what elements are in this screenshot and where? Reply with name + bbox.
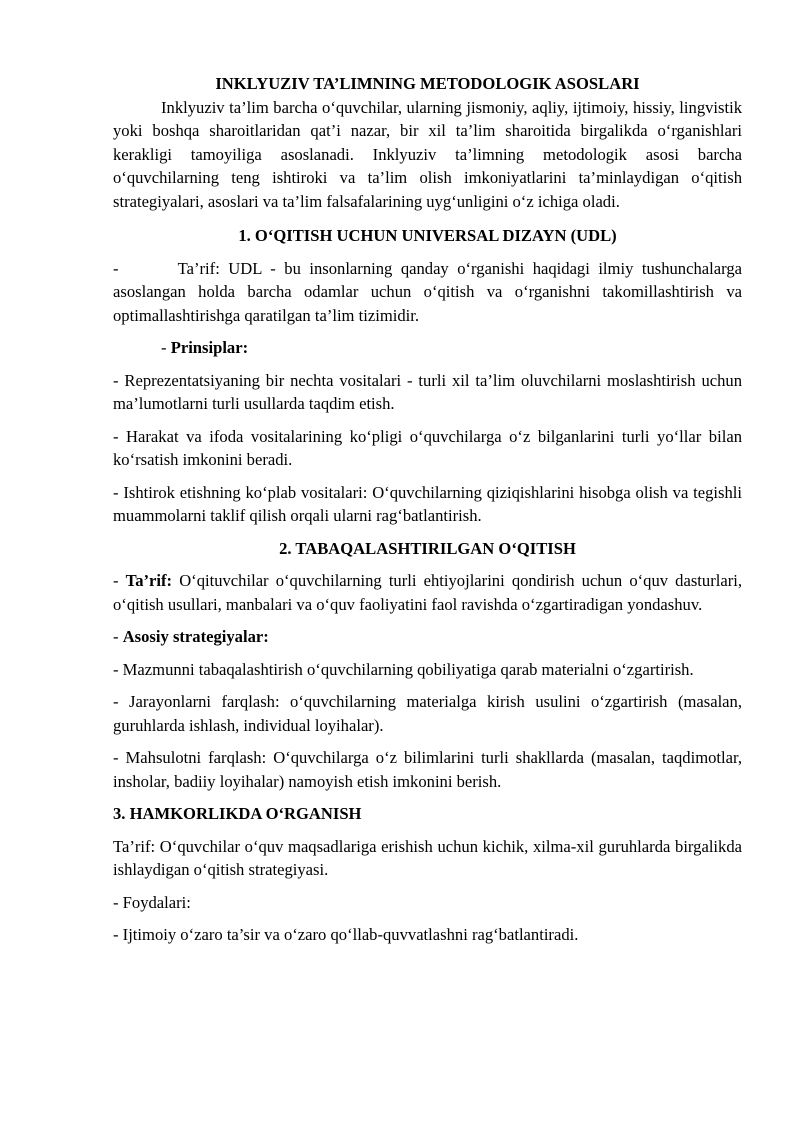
strategies-prefix: -	[113, 627, 123, 646]
section2-definition	[113, 569, 742, 616]
document-page	[113, 72, 747, 947]
section2-strategies	[113, 625, 742, 649]
strategies-label: Asosiy strategiyalar:	[122, 627, 269, 646]
section2-item: - Jarayonlarni farqlash: o‘quvchilarning materialga kirish usulini o‘zgartirish (masalan, guruhlarda ishlash, individual loyihalar).	[113, 692, 742, 735]
section2-item: - Mahsulotni farqlash: O‘quvchilarga o‘z bilimlarini turli shakllarda (masalan, taqdimotlar, insholar, badiiy loyihalar) namoyish etish imkonini berish.	[113, 748, 742, 791]
intro-paragraph: Inklyuziv ta’lim barcha o‘quvchilar, ularning jismoniy, aqliy, ijtimoiy, hissiy, lingvistik yoki boshqa sharoitlaridan qat’i nazar, bir xil ta’lim sharoitida birgalikda o‘rganishlari kerakligi tamoyiliga asoslanadi. Inklyuziv ta’limning metodologik asosi barcha o‘quvchilarning teng ishtiroki va ta’lim olish imkoniyatlarini ta’minlaydigan o‘qitish strategiyalari, asoslari va ta’lim falsafalarining uyg‘unligini o‘z ichiga oladi.	[113, 97, 742, 211]
section3-benefits-label: - Foydalari:	[113, 892, 191, 912]
definition-text: O‘qituvchilar o‘quvchilarning turli ehtiyojlarini qondirish uchun o‘quv dasturlari, o‘qitish usullari, manbalari va o‘quv faoliyatini faol ravishda o‘zgartiradigan yondashuv.	[113, 571, 742, 614]
section3-heading: 3. HAMKORLIKDA O‘RGANISH	[113, 804, 362, 823]
section2-heading: 2. TABAQALASHTIRILGAN O‘QITISH	[279, 538, 576, 558]
principles-label: Prinsiplar:	[170, 338, 249, 357]
section1-principles	[113, 336, 742, 360]
section1-item: - Harakat va ifoda vositalarining ko‘pligi o‘quvchilarga o‘z bilganlarini turli yo‘llar bilan ko‘rsatish imkonini beradi.	[113, 426, 742, 469]
definition-prefix: -	[113, 571, 126, 590]
document-title: INKLYUZIV TA’LIMNING METODOLOGIK ASOSLARI	[215, 74, 640, 93]
section3-item: - Ijtimoiy o‘zaro ta’sir va o‘zaro qo‘llab-quvvatlashni rag‘batlantiradi.	[113, 925, 579, 944]
section1-heading: 1. O‘QITISH UCHUN UNIVERSAL DIZAYN (UDL)	[238, 226, 617, 245]
section1-item: - Reprezentatsiyaning bir nechta vositalari - turli xil ta’lim oluvchilarni moslashtirish uchun ma’lumotlarni turli usullarda taqdim etish.	[113, 370, 742, 413]
section1-item: - Ishtirok etishning ko‘plab vositalari: O‘quvchilarning qiziqishlarini hisobga olish va tegishli muammolarni taklif qilish orqali ularni rag‘batlantirish.	[113, 482, 742, 525]
section1-definition: - Ta’rif: UDL - bu insonlarning qanday o‘rganishi haqidagi ilmiy tushunchalarga asoslangan holda barcha odamlar uchun o‘qitish va o‘rganishni takomillashtirish va optimallashtirishga qaratilgan ta’lim tizimidir.	[113, 258, 747, 325]
definition-label: Ta’rif:	[125, 571, 173, 590]
section2-item: - Mazmunni tabaqalashtirish o‘quvchilarning qobiliyatiga qarab materialni o‘zgartirish.	[113, 659, 694, 679]
section3-definition: Ta’rif: O‘quvchilar o‘quv maqsadlariga erishish uchun kichik, xilma-xil guruhlarda birgalikda ishlaydigan o‘qitish strategiyasi.	[113, 836, 742, 879]
principles-prefix: -	[161, 338, 171, 357]
